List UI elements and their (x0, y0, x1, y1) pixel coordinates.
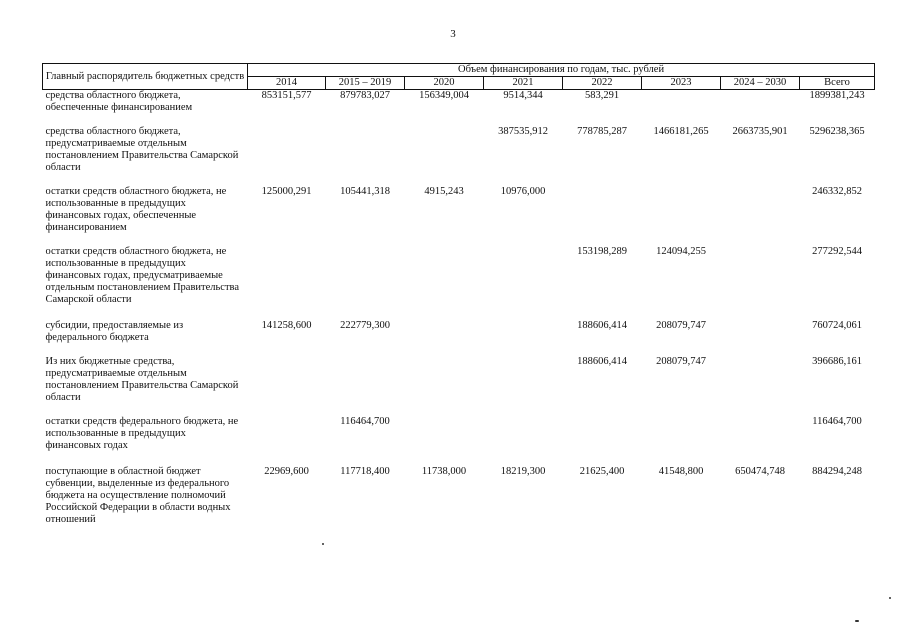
page-number: 3 (450, 28, 456, 40)
table-row (43, 416, 875, 466)
row-value: 879783,027 (340, 90, 390, 101)
column-header: 2023 (642, 77, 721, 90)
row-value: 9514,344 (503, 90, 543, 101)
budget-table (42, 63, 875, 530)
row-value: 277292,544 (812, 245, 862, 257)
row-value (405, 320, 484, 356)
row-value (326, 126, 405, 186)
row-value (326, 356, 405, 416)
scan-speck (855, 620, 859, 622)
row-value (721, 90, 800, 126)
row-value: 4915,243 (424, 185, 464, 197)
row-value: 11738,000 (421, 465, 467, 477)
row-value: 1899381,243 (809, 90, 865, 101)
row-value: 396686,161 (812, 355, 862, 367)
row-value: 22969,600 (264, 465, 309, 477)
row-value: 778785,287 (577, 125, 627, 137)
row-value (405, 246, 484, 320)
row-value (721, 356, 800, 416)
recipient-header: Главный распорядитель бюджетных средств (43, 64, 248, 90)
row-value: 21625,400 (579, 465, 625, 477)
row-value: 116464,700 (340, 415, 390, 427)
row-value (484, 356, 563, 416)
row-value: 117718,400 (340, 465, 390, 477)
scan-speck (322, 543, 324, 545)
row-value: 583,291 (584, 90, 620, 101)
row-value (721, 246, 800, 320)
row-value: 125000,291 (261, 185, 312, 197)
row-value (484, 320, 563, 356)
row-value (405, 416, 484, 466)
row-value: 222779,300 (340, 319, 390, 331)
row-value: 188606,414 (577, 319, 627, 331)
row-value (484, 416, 563, 466)
row-value: 884294,248 (812, 465, 862, 477)
row-label: поступающие в областной бюджет субвенции, выделенные из федерального бюджета на осуществление полномочий Российской Федерации в области водных отношений (45, 465, 231, 525)
table-row (43, 356, 875, 416)
row-value: 760724,061 (812, 319, 862, 331)
row-value (563, 186, 642, 246)
row-value: 153198,289 (577, 245, 627, 257)
row-value (248, 126, 326, 186)
row-label: Из них бюджетные средства, предусматриваемые отдельным постановлением Правительства Самарской области (45, 355, 239, 403)
scan-speck (889, 597, 891, 599)
column-header: Всего (800, 77, 875, 90)
row-value (642, 90, 721, 126)
row-label: остатки средств областного бюджета, не использованные в предыдущих финансовых годах, предусматриваемые отдельным постановлением Правительства Самарской области (45, 245, 240, 305)
column-header: 2024 – 2030 (721, 77, 800, 90)
row-value: 650474,748 (735, 465, 785, 477)
row-label: средства областного бюджета, обеспеченные финансированием (45, 90, 193, 113)
table-row (43, 320, 875, 356)
row-label: остатки средств областного бюджета, не использованные в предыдущих финансовых годах, обеспеченные финансированием (45, 185, 227, 233)
row-value (642, 186, 721, 246)
row-value: 1466181,265 (653, 125, 709, 137)
row-value: 208079,747 (656, 319, 706, 331)
row-label: остатки средств федерального бюджета, не использованные в предыдущих финансовых годах (45, 415, 239, 451)
row-value: 5296238,365 (809, 125, 865, 137)
row-value (563, 416, 642, 466)
table-row (43, 126, 875, 186)
table-row (43, 246, 875, 320)
column-header: 2022 (563, 77, 642, 90)
row-value (248, 246, 326, 320)
table-header (43, 64, 875, 90)
column-header: 2021 (484, 77, 563, 90)
row-value (405, 356, 484, 416)
row-value: 246332,852 (812, 185, 862, 197)
row-value: 41548,800 (658, 465, 704, 477)
row-value: 387535,912 (498, 125, 548, 137)
column-header: 2020 (405, 77, 484, 90)
table-row (43, 90, 875, 126)
row-label: средства областного бюджета, предусматриваемые отдельным постановлением Правительства Самарской области (45, 125, 239, 173)
row-value: 853151,577 (261, 90, 312, 101)
row-value: 116464,700 (812, 415, 862, 427)
table-row (43, 186, 875, 246)
row-value: 208079,747 (656, 355, 706, 367)
row-value: 141258,600 (261, 319, 312, 331)
funding-header: Объем финансирования по годам, тыс. рублей (248, 64, 875, 77)
row-value (248, 416, 326, 466)
row-value (721, 186, 800, 246)
row-value: 18219,300 (500, 465, 546, 477)
row-value: 156349,004 (419, 90, 469, 101)
row-value: 2663735,901 (732, 125, 788, 137)
row-value: 105441,318 (340, 185, 390, 197)
row-value (721, 416, 800, 466)
row-value: 10976,000 (500, 185, 546, 197)
column-header: 2014 (248, 77, 326, 90)
row-value (721, 320, 800, 356)
row-value (326, 246, 405, 320)
table-row (43, 466, 875, 530)
column-header: 2015 – 2019 (326, 77, 405, 90)
row-value (405, 126, 484, 186)
row-value: 188606,414 (577, 355, 627, 367)
row-label: субсидии, предоставляемые из федерального бюджета (45, 319, 184, 343)
row-value: 124094,255 (656, 245, 706, 257)
row-value (248, 356, 326, 416)
row-value (642, 416, 721, 466)
row-value (484, 246, 563, 320)
